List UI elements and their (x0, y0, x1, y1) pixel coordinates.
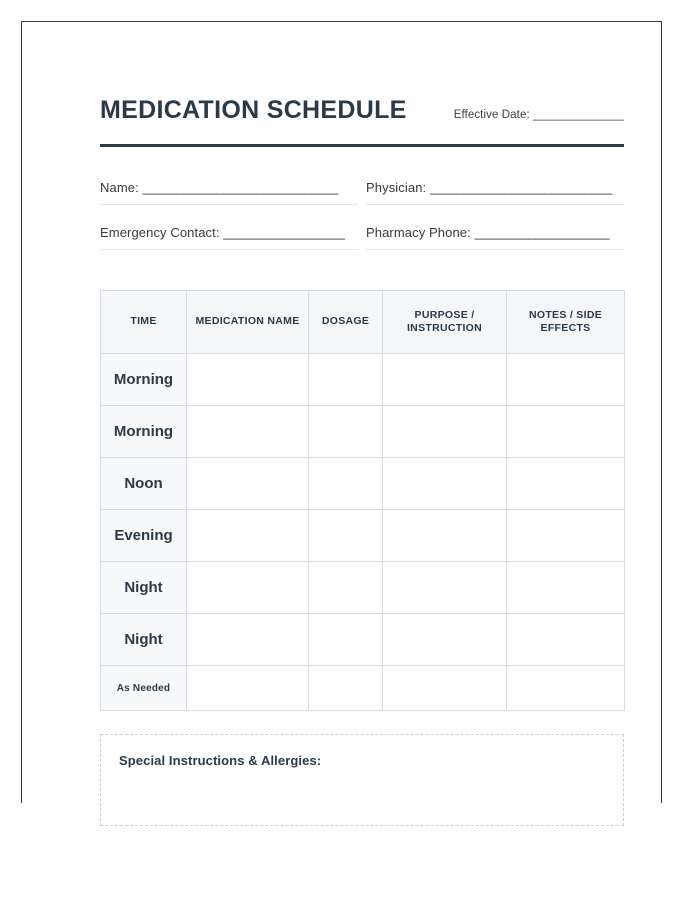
medication-name-cell[interactable] (187, 510, 309, 562)
medication-name-cell[interactable] (187, 614, 309, 666)
medication-name-cell[interactable] (187, 562, 309, 614)
time-label-cell: Morning (101, 406, 187, 458)
page-frame (21, 21, 662, 803)
dosage-cell[interactable] (309, 354, 383, 406)
name-field-label: Name: (100, 180, 139, 195)
notes-cell[interactable] (507, 406, 625, 458)
name-field[interactable] (100, 180, 358, 205)
effective-date-field[interactable]: Effective Date: ______________ (453, 109, 624, 121)
purpose-cell[interactable] (383, 614, 507, 666)
name-field-fill: _____________________________ (142, 180, 338, 195)
medication-name-cell[interactable] (187, 354, 309, 406)
pharmacy-phone-field[interactable] (366, 225, 624, 250)
dosage-cell[interactable] (309, 562, 383, 614)
pharmacy-phone-field-label: Pharmacy Phone: (366, 225, 471, 240)
physician-field[interactable] (366, 180, 624, 205)
dosage-cell[interactable] (309, 666, 383, 711)
time-label-cell: Noon (101, 458, 187, 510)
medication-schedule-table (100, 290, 625, 711)
table-row (101, 666, 625, 711)
patient-info-fields (100, 180, 624, 250)
table-row (101, 614, 625, 666)
column-header-dosage: DOSAGE (309, 291, 383, 354)
time-label-cell: As Needed (101, 666, 187, 711)
physician-field-fill: ___________________________ (429, 180, 612, 195)
special-instructions-title: Special Instructions & Allergies: (119, 753, 322, 768)
purpose-cell[interactable] (383, 510, 507, 562)
column-header-time: TIME (101, 291, 187, 354)
emergency-contact-field-fill: __________________ (223, 225, 345, 240)
notes-cell[interactable] (507, 510, 625, 562)
table-row (101, 354, 625, 406)
dosage-cell[interactable] (309, 614, 383, 666)
dosage-cell[interactable] (309, 510, 383, 562)
emergency-contact-field-label: Emergency Contact: (100, 225, 220, 240)
table-row (101, 562, 625, 614)
purpose-cell[interactable] (383, 562, 507, 614)
column-header-purpose: PURPOSE / INSTRUCTION (383, 291, 507, 354)
notes-cell[interactable] (507, 562, 625, 614)
medication-name-cell[interactable] (187, 458, 309, 510)
table-row (101, 406, 625, 458)
time-label-cell: Night (101, 562, 187, 614)
physician-field-label: Physician: (366, 180, 427, 195)
title-divider (100, 144, 624, 147)
special-instructions-box[interactable] (100, 734, 624, 826)
time-label-cell: Morning (101, 354, 187, 406)
pharmacy-phone-field-fill: ____________________ (474, 225, 610, 240)
notes-cell[interactable] (507, 614, 625, 666)
purpose-cell[interactable] (383, 458, 507, 510)
page-title: MEDICATION SCHEDULE (100, 96, 407, 124)
purpose-cell[interactable] (383, 666, 507, 711)
column-header-notes: NOTES / SIDE EFFECTS (507, 291, 625, 354)
medication-name-cell[interactable] (187, 406, 309, 458)
medication-name-cell[interactable] (187, 666, 309, 711)
table-row (101, 510, 625, 562)
notes-cell[interactable] (507, 354, 625, 406)
purpose-cell[interactable] (383, 406, 507, 458)
title-row (100, 98, 624, 123)
notes-cell[interactable] (507, 666, 625, 711)
column-header-medication-name: MEDICATION NAME (187, 291, 309, 354)
purpose-cell[interactable] (383, 354, 507, 406)
dosage-cell[interactable] (309, 406, 383, 458)
dosage-cell[interactable] (309, 458, 383, 510)
notes-cell[interactable] (507, 458, 625, 510)
emergency-contact-field[interactable] (100, 225, 358, 250)
time-label-cell: Evening (101, 510, 187, 562)
table-row (101, 458, 625, 510)
time-label-cell: Night (101, 614, 187, 666)
table-header-row (101, 291, 625, 354)
